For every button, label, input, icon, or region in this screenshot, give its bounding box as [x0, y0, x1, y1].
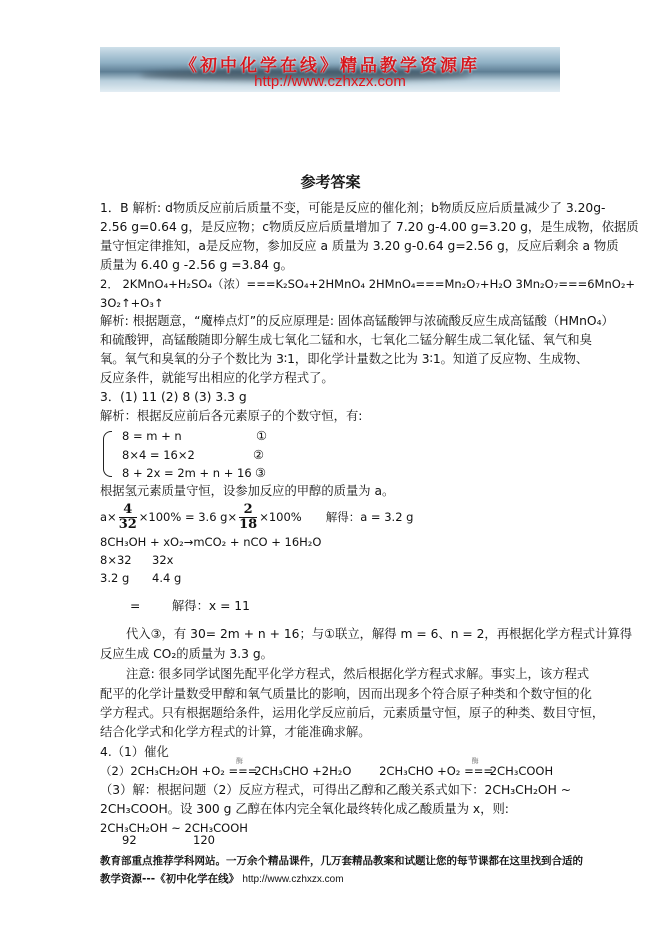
header-banner	[100, 47, 560, 92]
numerator: 2	[239, 503, 257, 518]
hydrogen-line: 根据氢元素质量守恒，设参加反应的甲醇的质量为 a。	[100, 484, 395, 498]
banner-url[interactable]: http://www.czhxzx.com	[254, 73, 406, 90]
footer-site-name: 教学资源---《初中化学在线》	[100, 873, 240, 885]
equals-sign: =	[130, 599, 141, 613]
fraction-2-18	[239, 503, 257, 532]
para2-line: 配平的化学计量数受甲醇和氧气质量比的影响，因而出现多个符合原子种类和个数守恒的化	[100, 687, 592, 701]
mass-92: 92	[122, 833, 137, 847]
tail-text: ×100%	[259, 510, 302, 524]
row1-a: 8×32	[100, 553, 132, 567]
denominator: 32	[118, 517, 137, 532]
reaction-2-right: 2CH₃COOH	[489, 764, 554, 778]
q2-line: 和硫酸钾，高锰酸随即分解生成七氧化二锰和水，七氧化二锰分解生成二氧化锰、氧气和臭	[100, 333, 592, 347]
equation-brace	[103, 431, 112, 477]
fraction-4-32	[119, 503, 137, 532]
para1-line: 反应生成 CO₂的质量为 3.3 g。	[100, 647, 273, 661]
equation-3: 8 + 2x = 2m + n + 16	[122, 466, 252, 480]
enzyme-label: 酶	[236, 757, 244, 765]
mass-120: 120	[193, 833, 215, 847]
q2-equation: 2． 2KMnO₄+H₂SO₄（浓）===K₂SO₄+2HMnO₄ 2HMnO₄===Mn₂O₇+H₂O 3Mn₂O₇===6MnO₂+	[100, 277, 636, 291]
equation-2: 8×4 = 16×2	[122, 448, 195, 462]
q3-analysis: 解析：根据反应前后各元素原子的个数守恒，有:	[100, 409, 363, 423]
equation-1: 8 = m + n	[122, 429, 182, 443]
fraction-equation	[100, 502, 413, 532]
para2-line: 学方程式。只有根据题给条件，运用化学反应前后，元素质量守恒，原子的种类、数目守恒，	[100, 706, 605, 720]
row2-a: 3.2 g	[100, 571, 130, 585]
solve-a: 解得：a = 3.2 g	[325, 510, 414, 524]
equation-1-mark: ①	[256, 429, 268, 443]
enzyme-label: 酶	[471, 757, 479, 765]
q1-line: 2.56 g=0.64 g，是反应物；c物质反应后质量增加了 7.20 g-4.00 g=3.20 g，是生成物，依据质	[100, 220, 639, 234]
solve-x: 解得：x = 11	[172, 599, 250, 613]
q4-part3-line: （3）解：根据问题（2）反应方程式，可得出乙醇和乙酸关系式如下：2CH₃CH₂OH ~	[100, 783, 572, 797]
equation-3-mark: ③	[255, 466, 267, 480]
q1-line: 质量为 6.40 g -2.56 g =3.84 g。	[100, 258, 293, 272]
enzyme-arrow: 酶 ===	[464, 763, 486, 779]
reaction-2-left: 2CH₃CHO +O₂	[379, 764, 461, 778]
q3-answer: 3．(1) 11 (2) 8 (3) 3.3 g	[100, 390, 247, 404]
para2-line: 注意: 很多同学试图先配平化学方程式，然后根据化学方程式求解。事实上，该方程式	[126, 667, 590, 681]
q2-line: 反应条件，就能写出相应的化学方程式了。	[100, 371, 334, 385]
footer-line1: 教育部重点推荐学科网站。一万余个精品课件，几万套精品教案和试题让您的每节课都在这里找到合适的	[100, 855, 583, 867]
banner-title: 《初中化学在线》精品教学资源库	[180, 56, 480, 76]
q2-equation: 3O₂↑+O₃↑	[100, 296, 164, 310]
q4-part1: 4.（1）催化	[100, 745, 169, 759]
q4-part3-line: 2CH₃CH₂OH ~ 2CH₃COOH	[100, 821, 248, 835]
footer-url[interactable]: http://www.czhxzx.com	[242, 874, 344, 885]
para2-line: 结合化学式和化学方程式的计算，才能准确求解。	[100, 725, 371, 739]
q2-line: 氧。氧气和臭氧的分子个数比为 3∶1，即化学计量数之比为 3∶1。知道了反应物、生成物、	[100, 352, 589, 366]
q4-part3-line: 2CH₃COOH。设 300 g 乙醇在体内完全氧化最终转化成乙酸质量为 x，则:	[100, 802, 509, 816]
q1-line: 量守恒定律推知，a是反应物，参加反应 a 质量为 3.20 g-0.64 g=2.56 g，反应后剩余 a 物质	[100, 239, 619, 253]
equation-2-mark: ②	[253, 448, 265, 462]
denominator: 18	[239, 517, 258, 532]
reaction-line: 8CH₃OH + xO₂→mCO₂ + nCO + 16H₂O	[100, 535, 322, 549]
page-title: 参考答案	[300, 173, 361, 191]
enzyme-arrow: 酶 ===	[229, 763, 251, 779]
reaction-1-left: （2）2CH₃CH₂OH +O₂	[100, 764, 225, 778]
numerator: 4	[119, 503, 137, 518]
row1-b: 32x	[152, 553, 174, 567]
q4-part2	[100, 757, 554, 779]
footer-line2	[100, 871, 344, 886]
reaction-1-right: 2CH₃CHO +2H₂O	[254, 764, 352, 778]
para1-line: 代入③，有 30= 2m + n + 16；与①联立，解得 m = 6、n = 2，再根据化学方程式计算得	[126, 627, 632, 641]
row2-b: 4.4 g	[152, 571, 182, 585]
q1-line: 1．B 解析: d物质反应前后质量不变，可能是反应的催化剂；b物质反应后质量减少了 3.20g-	[100, 201, 606, 215]
mid-text: ×100% = 3.6 g×	[138, 510, 238, 524]
q2-line: 解析: 根据题意，“魔棒点灯”的反应原理是: 固体高锰酸钾与浓硫酸反应生成高锰酸（HMnO₄）	[100, 314, 614, 328]
a-prefix: a×	[100, 510, 117, 524]
